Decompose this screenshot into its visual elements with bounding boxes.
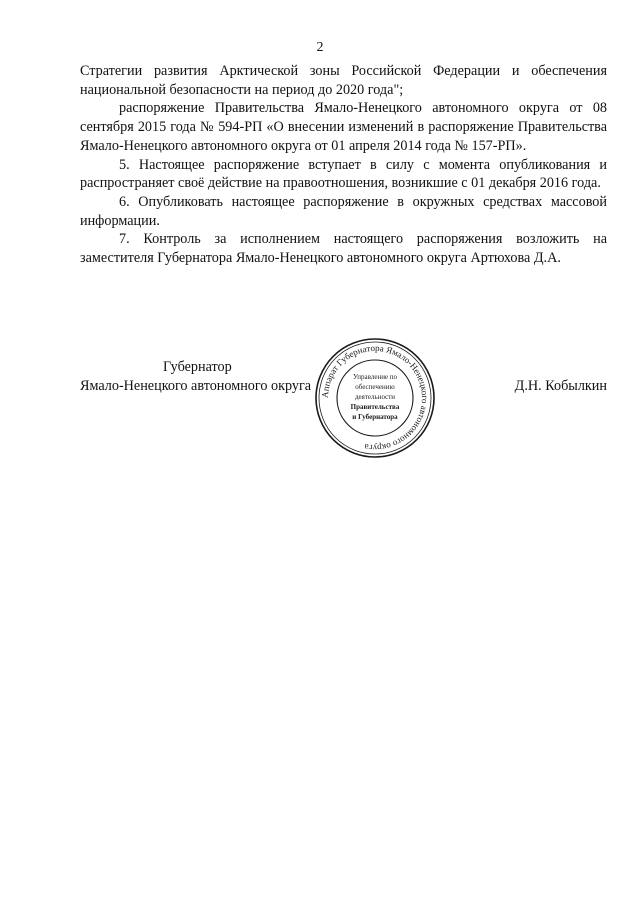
stamp-center-line-3: деятельности	[354, 393, 396, 401]
stamp-center-line-2: обеспечению	[355, 383, 395, 391]
stamp-center-line-5: и Губернатора	[352, 413, 398, 421]
page-number: 2	[316, 40, 324, 55]
official-stamp	[313, 336, 437, 460]
paragraph-item-5: 5. Настоящее распоряжение вступает в силу с момента опубликования и распространяет своё действие на правоотношения, возникшие с 01 декабря 2016 года.	[80, 156, 607, 192]
signature-title-region: Ямало-Ненецкого автономного округа	[80, 378, 312, 394]
stamp-ring-text: Аппарат Губернатора Ямало-Ненецкого автономного округа	[319, 342, 431, 454]
signature-name: Д.Н. Кобылкин	[514, 378, 607, 394]
document-body	[80, 62, 607, 268]
paragraph-item-7: 7. Контроль за исполнением настоящего распоряжения возложить на заместителя Губернатора Ямало-Ненецкого автономного округа Артюхова Д.А.	[80, 231, 607, 267]
stamp-center-line-1: Управление по	[352, 373, 398, 381]
paragraph-item-6: 6. Опубликовать настоящее распоряжение в окружных средствах массовой информации.	[80, 193, 607, 229]
signature-title-governor: Губернатор	[163, 359, 232, 375]
paragraph-strategy: Стратегии развития Арктической зоны Российской Федерации и обеспечения национальной безопасности на период до 2020 года";	[80, 63, 607, 98]
paragraph-order-594: распоряжение Правительства Ямало-Ненецкого автономного округа от 08 сентября 2015 года № 594-РП «О внесении изменений в распоряжение Правительства Ямало-Ненецкого автономного округа от 01 апреля 2014 года № 157-РП».	[80, 100, 607, 154]
stamp-center-line-4: Правительства	[350, 403, 400, 411]
